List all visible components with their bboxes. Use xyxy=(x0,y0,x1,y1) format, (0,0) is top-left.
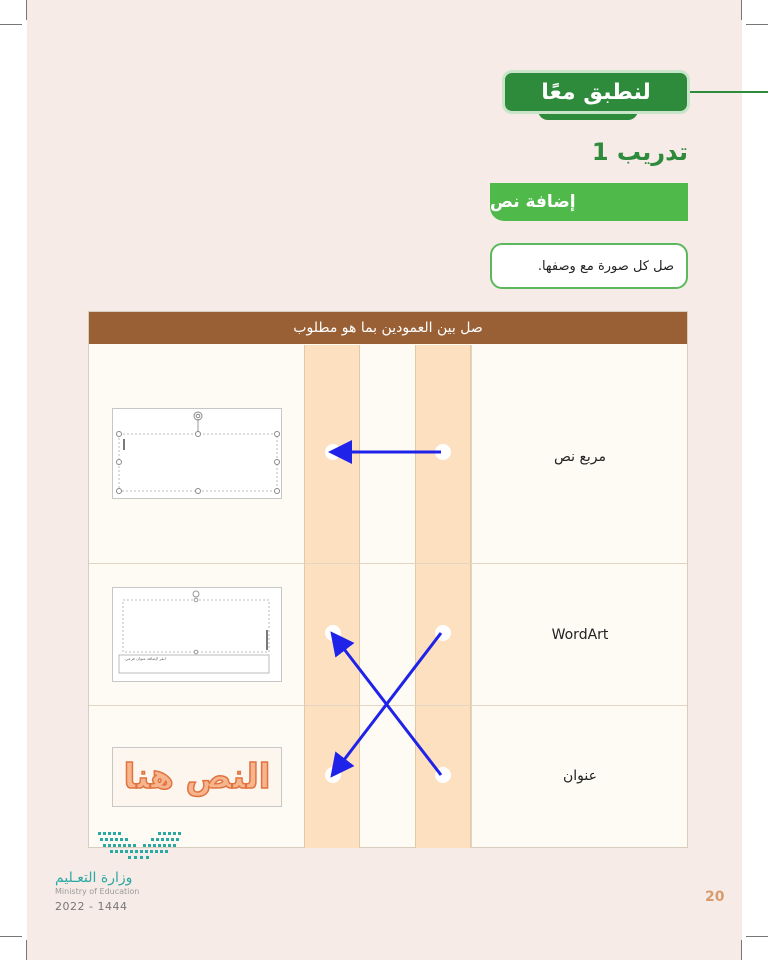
left-dot[interactable] xyxy=(325,625,341,641)
ministry-name-english: Ministry of Education xyxy=(55,887,140,896)
term-title: عنوان xyxy=(563,768,597,784)
section-title: لنطبق معًا xyxy=(502,70,690,114)
page-number: 20 xyxy=(705,889,725,905)
term-text-box: مربع نص xyxy=(553,449,607,465)
edition-year: 2022 - 1444 xyxy=(55,900,128,913)
table-header: صل بين العمودين بما هو مطلوب xyxy=(89,312,687,344)
wordart-text: النص هنا xyxy=(123,757,271,797)
ministry-name-arabic: وزارة التعـليم xyxy=(55,870,133,886)
exercise-title: تدريب 1 xyxy=(591,138,688,166)
term-wordart: WordArt xyxy=(551,627,609,643)
placeholder-caption: انقر لإضافة عنوان فرعي xyxy=(125,656,166,661)
ministry-logo-icon xyxy=(98,830,184,862)
instruction-text: صل كل صورة مع وصفها. xyxy=(537,258,674,274)
subtopic-label: إضافة نص xyxy=(490,183,688,221)
